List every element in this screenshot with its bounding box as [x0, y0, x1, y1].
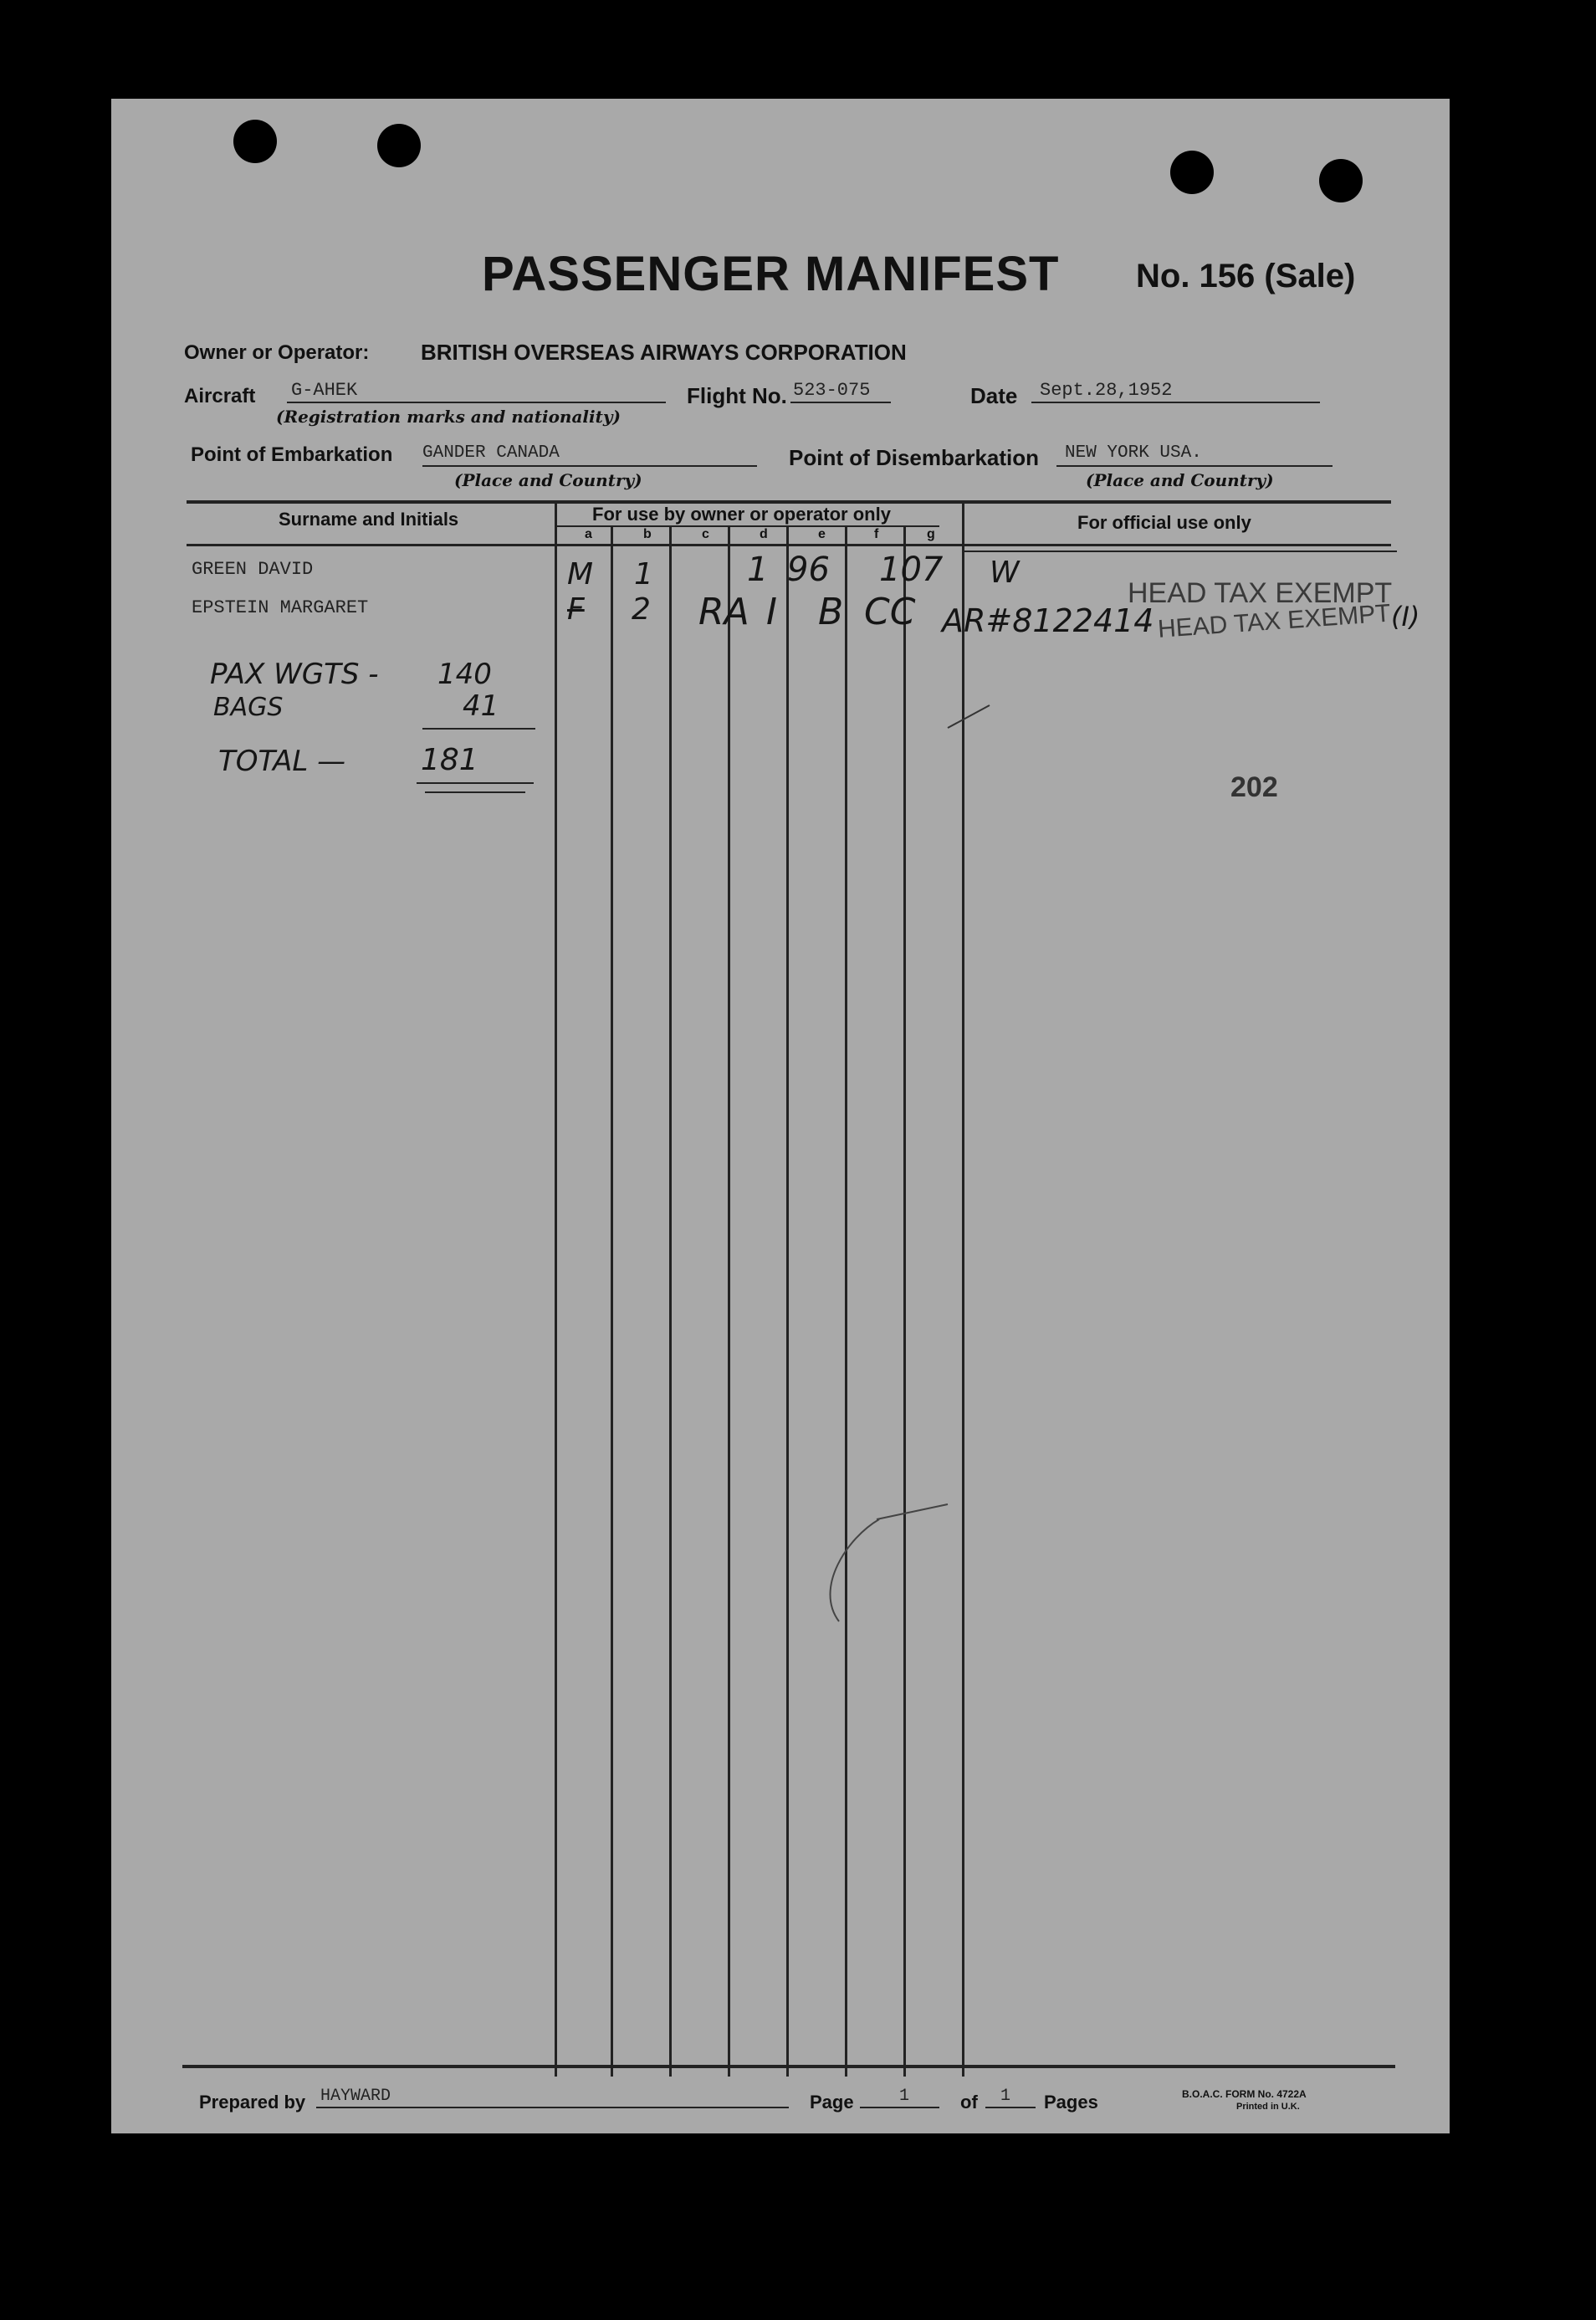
column-letter: c	[702, 527, 709, 541]
date-label: Date	[970, 383, 1018, 408]
head-tax-stamp: HEAD TAX EXEMPT	[1157, 599, 1392, 643]
head-tax-stamp: HEAD TAX EXEMPT	[1128, 577, 1393, 609]
printed-in: Printed in U.K.	[1236, 2102, 1300, 2112]
prepared-by-value: HAYWARD	[320, 2087, 391, 2106]
total-value: 181	[421, 743, 478, 777]
handwritten-entry: M	[567, 557, 594, 592]
pax-weight-label: PAX WGTS -	[210, 658, 379, 691]
flight-value: 523-075	[793, 380, 871, 401]
column-letter: a	[585, 527, 592, 541]
manifest-page	[111, 99, 1450, 2133]
aircraft-label: Aircraft	[184, 385, 256, 407]
column-letter: b	[643, 527, 652, 541]
column-letter: g	[927, 527, 935, 541]
prepared-by-label: Prepared by	[199, 2092, 306, 2113]
embarkation-value: GANDER CANADA	[422, 443, 560, 463]
flight-label: Flight No.	[687, 383, 787, 408]
page-stamp-number: 202	[1230, 771, 1278, 803]
passenger-name: GREEN DAVID	[192, 559, 314, 580]
surname-header: Surname and Initials	[279, 509, 459, 530]
pages-label: Pages	[1044, 2092, 1098, 2113]
handwritten-entry: 96	[787, 551, 830, 589]
handwritten-entry: I	[766, 591, 777, 633]
handwritten-entry: 1	[747, 551, 769, 589]
manifest-number: No. 156 (Sale)	[1136, 258, 1356, 294]
form-number: B.O.A.C. FORM No. 4722A	[1182, 2088, 1307, 2100]
handwritten-mark: W	[990, 556, 1020, 590]
of-label: of	[960, 2092, 978, 2113]
of-value: 1	[1000, 2087, 1011, 2106]
bags-label: BAGS	[213, 693, 284, 722]
page-label: Page	[810, 2092, 854, 2113]
owner-value: BRITISH OVERSEAS AIRWAYS CORPORATION	[421, 340, 907, 365]
pax-weight-value: 140	[437, 658, 492, 691]
embarkation-note: (Place and Country)	[454, 470, 642, 490]
registration-note: (Registration marks and nationality)	[276, 407, 621, 427]
column-letter: d	[760, 527, 768, 541]
handwritten-entry: 1	[634, 557, 653, 592]
owner-label: Owner or Operator:	[184, 341, 370, 364]
pen-mark	[830, 1519, 879, 1621]
handwritten-entry: B	[818, 591, 844, 633]
pen-mark	[948, 705, 990, 728]
official-use-header: For official use only	[1077, 512, 1251, 533]
footer-rule	[182, 2065, 1395, 2068]
handwritten-entry: F	[567, 592, 585, 627]
total-label: TOTAL —	[218, 745, 346, 778]
aircraft-value: G-AHEK	[291, 380, 358, 401]
disembarkation-note: (Place and Country)	[1086, 470, 1274, 490]
disembarkation-label: Point of Disembarkation	[789, 445, 1040, 470]
disembarkation-value: NEW YORK USA.	[1065, 443, 1202, 463]
ar-number: AR#8122414	[942, 602, 1154, 639]
column-letter: e	[818, 527, 826, 541]
page-value: 1	[899, 2087, 910, 2106]
embarkation-label: Point of Embarkation	[191, 443, 393, 466]
passenger-name: EPSTEIN MARGARET	[192, 597, 369, 618]
field-underline	[316, 2107, 789, 2108]
circled-mark: (I)	[1391, 601, 1420, 632]
date-value: Sept.28,1952	[1040, 380, 1173, 401]
field-underline	[985, 2107, 1036, 2108]
column-letter: f	[874, 527, 879, 541]
field-underline	[860, 2107, 939, 2108]
handwritten-entry: 107	[879, 551, 944, 589]
pen-marks	[111, 99, 1450, 2133]
bags-value: 41	[463, 689, 499, 723]
handwritten-entry: CC	[864, 591, 916, 633]
handwritten-entry: 2	[632, 592, 651, 627]
page-title: PASSENGER MANIFEST	[482, 247, 1060, 301]
handwritten-entry: RA	[698, 591, 749, 633]
pen-mark	[877, 1504, 948, 1519]
owner-use-header: For use by owner or operator only	[592, 504, 891, 525]
